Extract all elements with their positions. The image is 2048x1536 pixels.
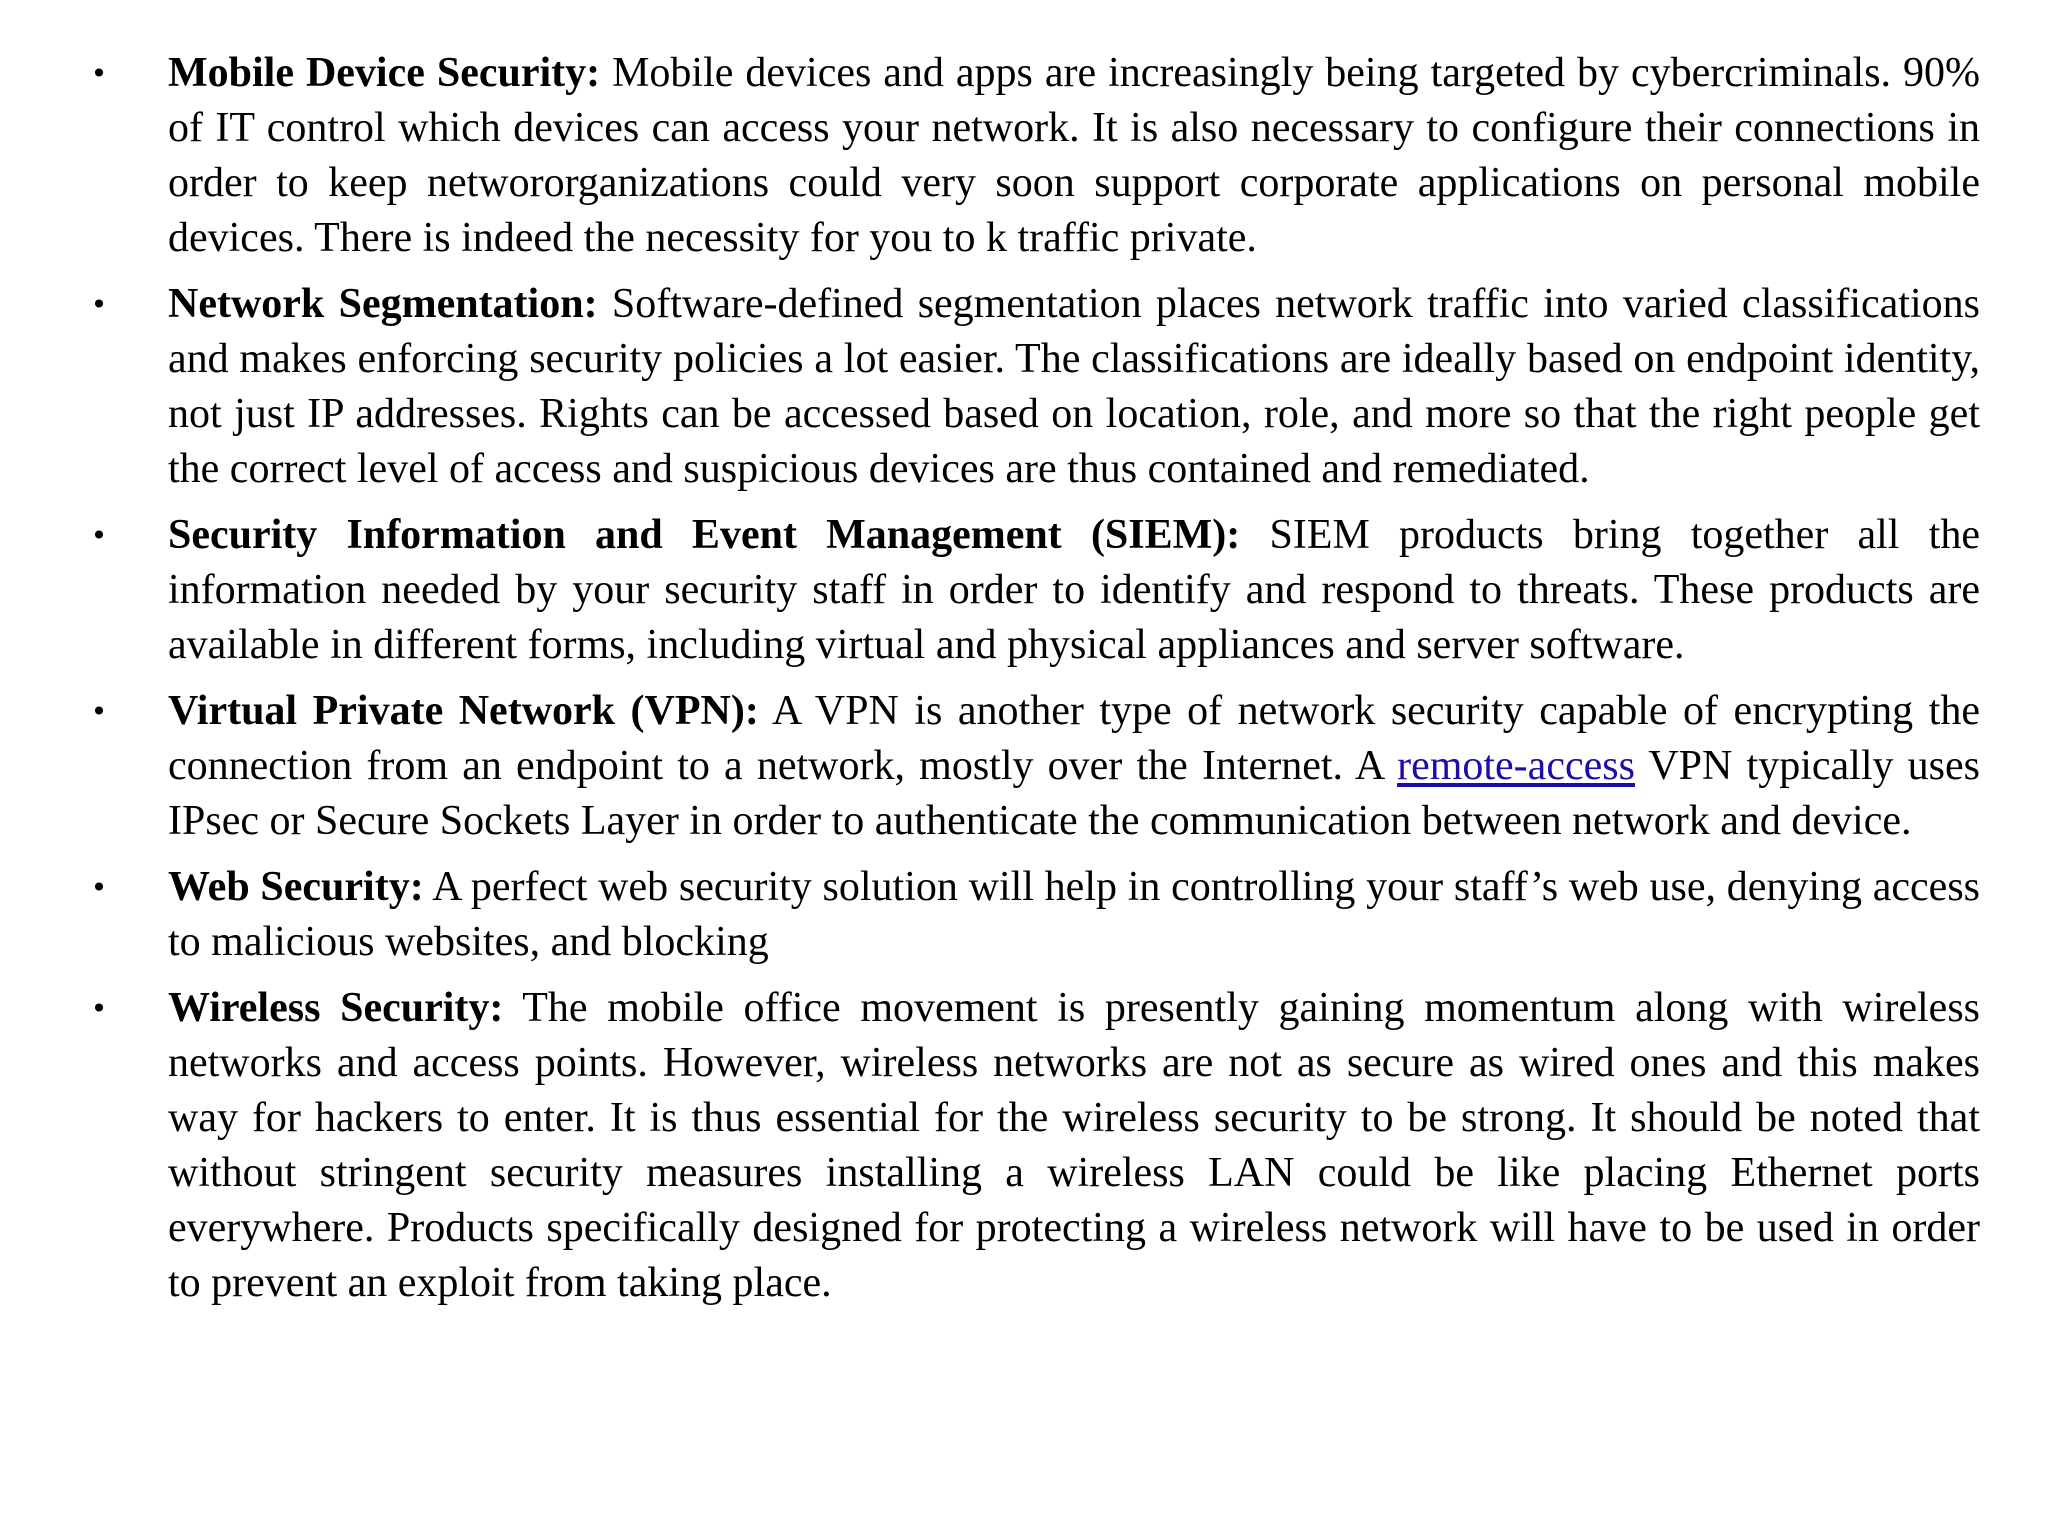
item-term: Security Information and Event Management (SIEM): [168,512,1241,558]
bullet-icon: • [90,57,108,90]
bullet-icon: • [90,992,108,1025]
item-term: Virtual Private Network (VPN): [168,688,759,734]
item-term: Network Segmentation: [168,281,598,327]
bullet-icon: • [90,695,108,728]
item-text-before-link: A VPN is another type of network security capable of encrypting the connection from an endpoint to a network, mostly over the Internet. A [168,688,1980,789]
item-text: SIEM products bring together all the information needed by your security staff in order to identify and respond to threats. These products are available in different forms, including virtual and physical appliances and server software. [168,512,1980,668]
bullet-icon: • [90,288,108,321]
item-term: Web Security: [168,864,424,910]
remote-access-link[interactable]: remote-access [1397,743,1635,789]
item-text-after-link: VPN typically uses IPsec or Secure Sockets Layer in order to authenticate the communication between network and device. [168,743,1980,844]
list-item-vpn [90,684,1980,849]
bullet-list [90,46,1981,1311]
item-term: Wireless Security: [168,985,504,1031]
item-text: Software-defined segmentation places network traffic into varied classifications and makes enforcing security policies a lot easier. The classifications are ideally based on endpoint identity, not just IP addresses. Rights can be accessed based on location, role, and more so that the right people get the correct level of access and suspicious devices are thus contained and remediated. [168,281,1980,492]
bullet-icon: • [90,871,108,904]
list-item-network-segmentation [90,277,1980,497]
item-text: The mobile office movement is presently gaining momentum along with wireless networks and access points. However, wireless networks are not as secure as wired ones and this makes way for hackers to enter. It is thus essential for the wireless security to be strong. It should be noted that without stringent security measures installing a wireless LAN could be like placing Ethernet ports everywhere. Products specifically designed for protecting a wireless network will have to be used in order to prevent an exploit from taking place. [168,985,1981,1306]
list-item-web-security [90,860,1981,970]
list-item-mobile-device-security [90,46,1980,266]
item-text: Mobile devices and apps are increasingly being targeted by cybercriminals. 90% of IT control which devices can access your network. It is also necessary to configure their connections in order to keep networorganizations could very soon support corporate applications on personal mobile devices. There is indeed the necessity for you to k traffic private. [168,50,1980,261]
list-item-wireless-security [90,981,1981,1311]
item-text: A perfect web security solution will help in controlling your staff’s web use, denying access to malicious websites, and blocking [168,864,1981,965]
list-item-siem [90,508,1980,673]
bullet-icon: • [90,519,108,552]
item-term: Mobile Device Security: [168,50,601,96]
